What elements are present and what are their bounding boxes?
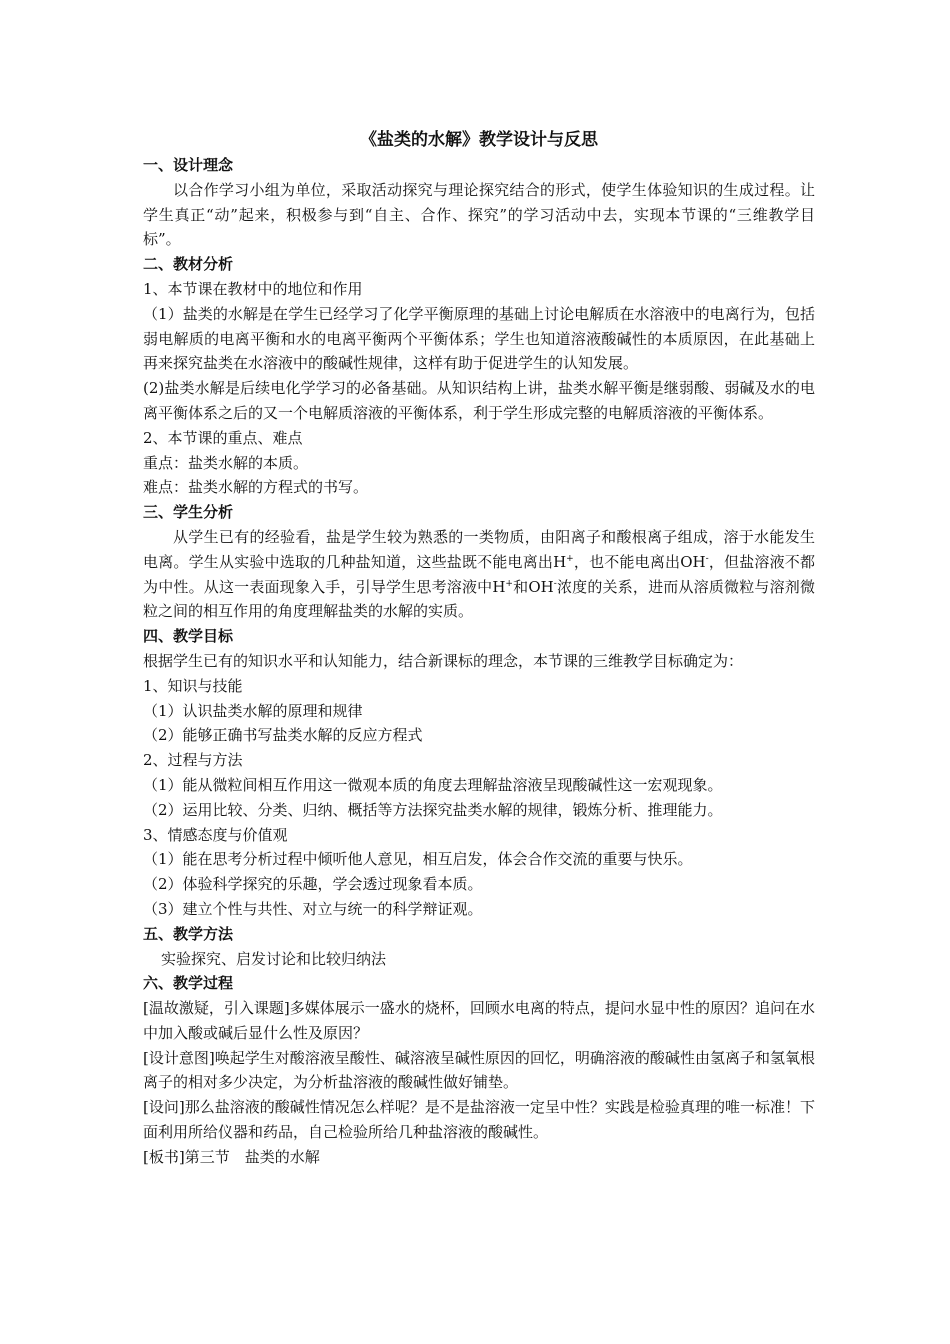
subheading: 1、本节课在教材中的地位和作用 bbox=[143, 279, 363, 298]
text-run: ，也不能电离出OH bbox=[573, 552, 706, 571]
subheading: 2、过程与方法 bbox=[143, 751, 243, 770]
section-heading: 六、教学过程 bbox=[143, 974, 234, 993]
paragraph bbox=[143, 525, 815, 624]
list-item: （1）能从微粒间相互作用这一微观本质的角度去理解盐溶液呈现酸碱性这一宏观现象。 bbox=[143, 775, 723, 794]
superscript: - bbox=[553, 578, 557, 589]
paragraph: [设计意图]唤起学生对酸溶液呈酸性、碱溶液呈碱性原因的回忆，明确溶液的酸碱性由氢离子和氢氧根离子的相对多少决定，为分析盐溶液的酸碱性做好铺垫。 bbox=[143, 1048, 815, 1092]
list-item: （2）能够正确书写盐类水解的反应方程式 bbox=[143, 726, 423, 745]
superscript: + bbox=[505, 578, 513, 589]
list-item: （1）认识盐类水解的原理和规律 bbox=[143, 701, 363, 720]
board-note: [板书]第三节 盐类的水解 bbox=[143, 1147, 320, 1166]
key-point: 重点：盐类水解的本质。 bbox=[143, 453, 309, 472]
paragraph: (2)盐类水解是后续电化学学习的必备基础。从知识结构上讲，盐类水解平衡是继弱酸、弱碱及水的电离平衡体系之后的又一个电解质溶液的平衡体系，利于学生形成完整的电解质溶液的平衡体系。 bbox=[143, 379, 815, 422]
list-item: （2）运用比较、分类、归纳、概括等方法探究盐类水解的规律，锻炼分析、推理能力。 bbox=[143, 800, 723, 819]
subheading: 1、知识与技能 bbox=[143, 676, 243, 695]
text-run: ，但盐溶液不都为中性。从这一表面现象入手，引导学生思考溶液中H bbox=[143, 552, 815, 596]
paragraph: [设问]那么盐溶液的酸碱性情况怎么样呢？是不是盐溶液一定呈中性？实践是检验真理的唯一标准！下面利用所给仪器和药品，自己检验所给几种盐溶液的酸碱性。 bbox=[143, 1098, 815, 1142]
section-heading: 二、教材分析 bbox=[143, 255, 234, 274]
list-item: （3）建立个性与共性、对立与统一的科学辩证观。 bbox=[143, 899, 483, 918]
text-run: 浓度的关系，进而从溶质微粒与溶剂微粒之间的相互作用的角度理解盐类的水解的实质。 bbox=[143, 577, 815, 621]
list-item: （1）能在思考分析过程中倾听他人意见，相互启发，体会合作交流的重要与快乐。 bbox=[143, 850, 693, 869]
subheading: 3、情感态度与价值观 bbox=[143, 825, 288, 844]
subheading: 2、本节课的重点、难点 bbox=[143, 428, 303, 447]
document-body bbox=[143, 127, 815, 1170]
paragraph: [温故激疑，引入课题]多媒体展示一盛水的烧杯，回顾水电离的特点，提问水显中性的原因？追问在水中加入酸或碱后显什么性及原因？ bbox=[143, 999, 815, 1042]
section-heading: 三、学生分析 bbox=[143, 503, 234, 522]
superscript: - bbox=[705, 553, 709, 564]
section-heading: 一、设计理念 bbox=[143, 156, 234, 174]
superscript: + bbox=[566, 553, 574, 564]
difficult-point: 难点：盐类水解的方程式的书写。 bbox=[143, 478, 369, 497]
section-heading: 五、教学方法 bbox=[143, 924, 234, 943]
paragraph: 根据学生已有的知识水平和认知能力，结合新课标的理念，本节课的三维教学目标确定为： bbox=[143, 651, 744, 670]
text-run: 和OH bbox=[512, 577, 554, 596]
section-heading: 四、教学目标 bbox=[143, 627, 234, 646]
paragraph: 以合作学习小组为单位，采取活动探究与理论探究结合的形式，使学生体验知识的生成过程。让学生真正“动”起来，积极参与到“自主、合作、探究”的学习活动中去，实现本节课的“三维教学目标”。 bbox=[143, 180, 815, 249]
paragraph: 实验探究、启发讨论和比较归纳法 bbox=[161, 949, 387, 968]
list-item: （2）体验科学探究的乐趣，学会透过现象看本质。 bbox=[143, 875, 483, 894]
paragraph: （1）盐类的水解是在学生已经学习了化学平衡原理的基础上讨论电解质在水溶液中的电离行为，包括弱电解质的电离平衡和水的电离平衡两个平衡体系；学生也知道溶液酸碱性的本质原因，在此基础上再来探究盐类在水溶液中的酸碱性规律，这样有助于促进学生的认知发展。 bbox=[143, 304, 815, 373]
document-title: 《盐类的水解》教学设计与反思 bbox=[360, 130, 598, 150]
text-run: 从学生已有的经验看，盐是学生较为熟悉的一类物质，由阳离子和酸根离子组成，溶于水能发生电离。学生从实验中选取的几种盐知道，这些盐既不能电离出H bbox=[143, 527, 815, 571]
